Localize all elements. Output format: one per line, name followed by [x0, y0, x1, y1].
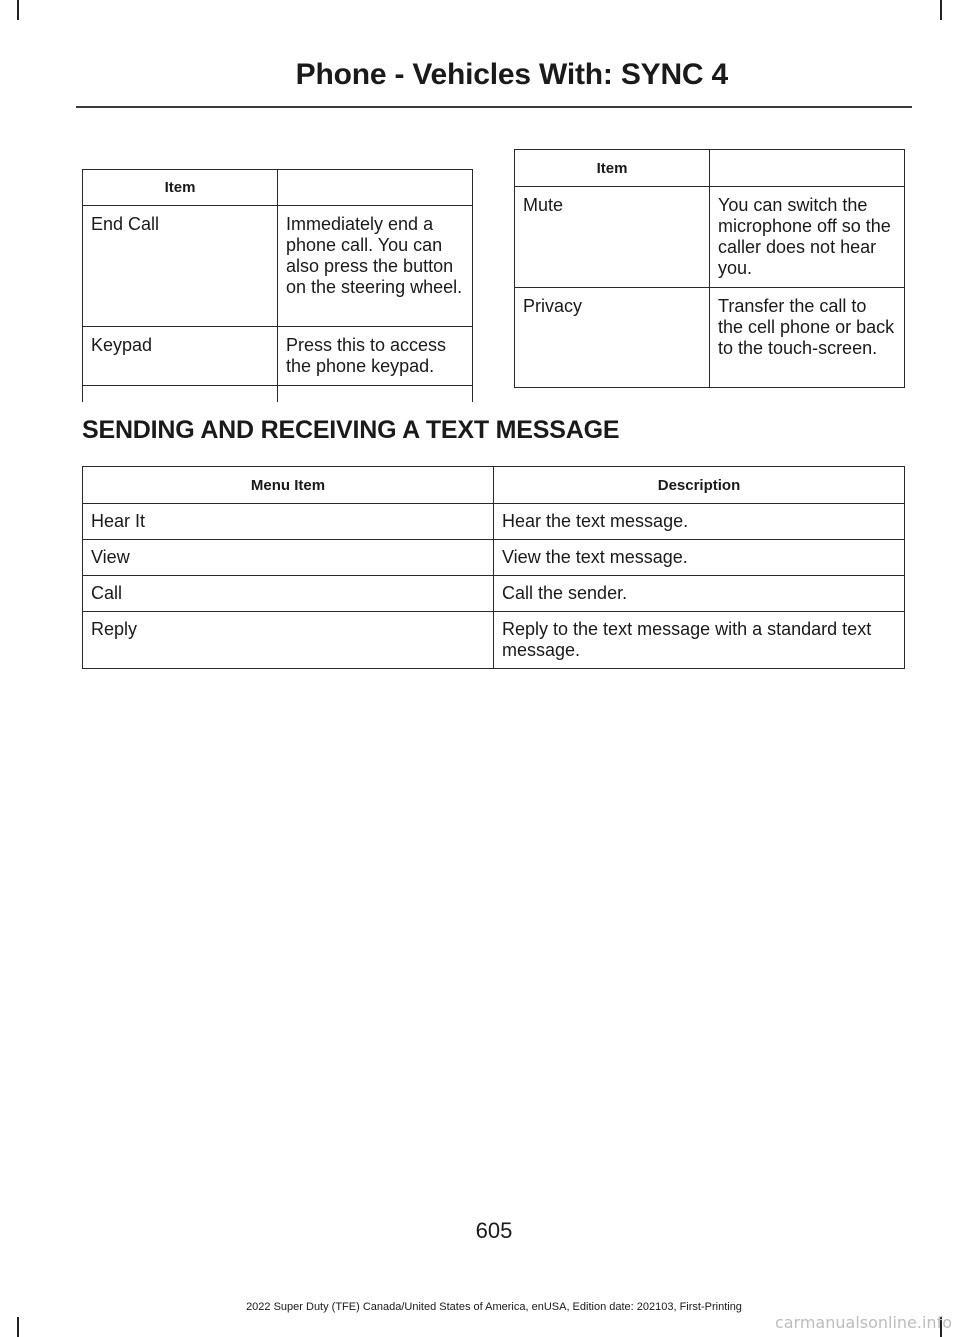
table-row — [83, 327, 473, 386]
footer-edition-text: 2022 Super Duty (TFE) Canada/United States of America, enUSA, Edition date: 202103, First-Printing — [246, 1301, 742, 1313]
table-row — [83, 576, 905, 612]
phone-controls-table-left — [82, 169, 473, 402]
table-row — [515, 288, 905, 388]
menu-item-reply: Reply — [91, 619, 138, 639]
crop-mark-top-right — [940, 0, 942, 20]
column-header-item: Item — [515, 150, 710, 187]
menu-item-call: Call — [91, 583, 123, 603]
table-header-row — [83, 467, 905, 504]
page-header-title: Phone - Vehicles With: SYNC 4 — [295, 58, 728, 91]
item-mute: Mute — [523, 195, 564, 215]
crop-mark-top-left — [17, 0, 19, 20]
description-hear-it: Hear the text message. — [502, 511, 689, 531]
column-header-description: Description — [494, 467, 905, 504]
item-end-call: End Call — [91, 214, 160, 234]
crop-mark-bottom-left — [17, 1317, 19, 1337]
table-row — [83, 206, 473, 327]
description-reply: Reply to the text message with a standard text message. — [502, 619, 872, 660]
column-header-menu-item: Menu Item — [83, 467, 494, 504]
column-header-description — [278, 170, 473, 206]
table-row — [83, 540, 905, 576]
header-divider — [76, 106, 912, 108]
table-header-row — [83, 170, 473, 206]
menu-item-hear-it: Hear It — [91, 511, 146, 531]
table-row — [83, 504, 905, 540]
menu-item-view: View — [91, 547, 130, 567]
description-view: View the text message. — [502, 547, 688, 567]
page-number: 605 — [475, 1218, 513, 1243]
item-keypad: Keypad — [91, 335, 153, 355]
table-header-row — [515, 150, 905, 187]
phone-controls-table-right — [514, 149, 905, 388]
column-header-item: Item — [83, 170, 278, 206]
description-privacy: Transfer the call to the cell phone or back to the touch-screen. — [718, 296, 895, 358]
text-message-menu-table — [82, 466, 905, 669]
column-header-description — [710, 150, 905, 187]
watermark: carmanualsonline.info — [774, 1313, 952, 1332]
description-keypad: Press this to access the phone keypad. — [286, 335, 447, 376]
table-continuation-row — [83, 386, 473, 403]
description-mute: You can switch the microphone off so the caller does not hear you. — [718, 195, 891, 278]
description-call: Call the sender. — [502, 583, 628, 603]
description-end-call: Immediately end a phone call. You can also press the button on the steering wheel. — [286, 214, 463, 297]
item-privacy: Privacy — [523, 296, 583, 316]
table-row — [83, 612, 905, 669]
table-row — [515, 187, 905, 288]
section-heading: SENDING AND RECEIVING A TEXT MESSAGE — [82, 416, 620, 444]
